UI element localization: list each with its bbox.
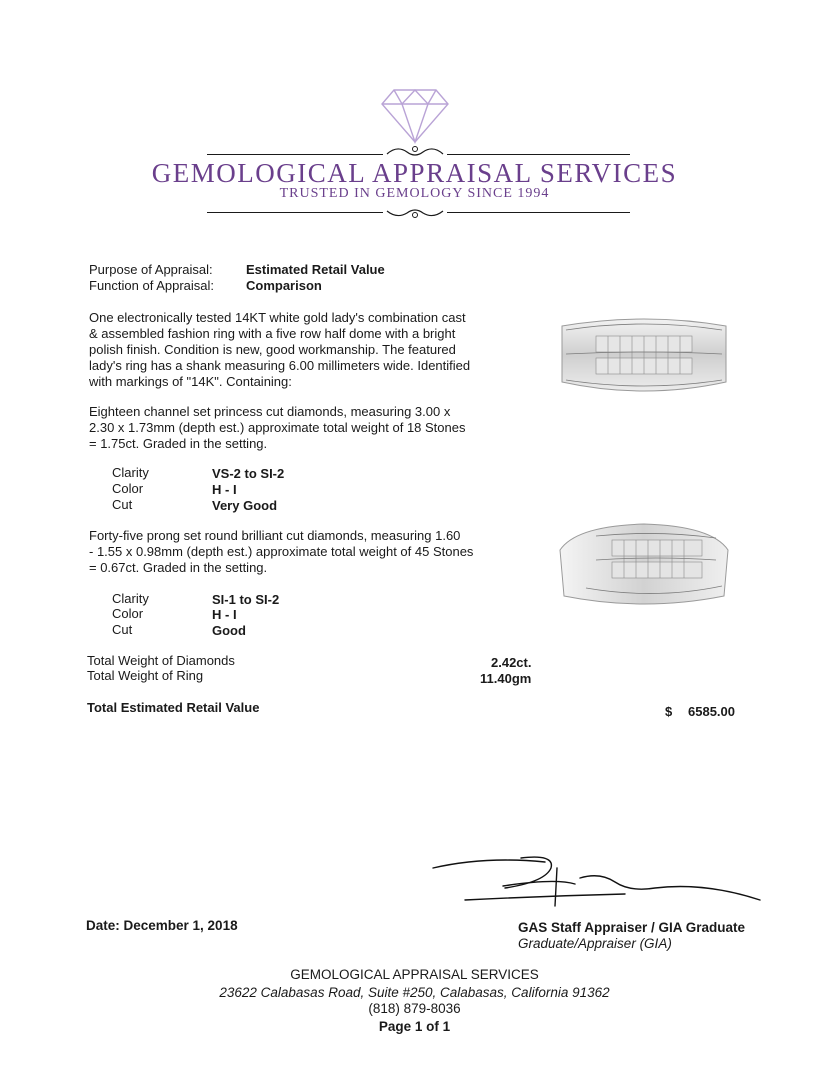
total-ring-weight-value: 11.40gm bbox=[480, 671, 532, 686]
purpose-label: Purpose of Appraisal: bbox=[89, 262, 213, 277]
stone-line: Forty-five prong set round brilliant cut diamonds, measuring 1.60 bbox=[89, 528, 461, 543]
letterhead bbox=[0, 80, 829, 230]
currency-symbol: $ bbox=[665, 704, 673, 719]
stone-group-2-description bbox=[89, 528, 473, 576]
ring-photo-bottom bbox=[556, 520, 732, 612]
grade-value: Good bbox=[212, 623, 246, 638]
grade-value: H - I bbox=[212, 482, 237, 497]
grade-label: Color bbox=[112, 606, 144, 621]
stone-line: Eighteen channel set princess cut diamonds, measuring 3.00 x bbox=[89, 404, 451, 419]
ring-photo-top-image bbox=[556, 312, 732, 400]
flourish-bottom-icon bbox=[385, 203, 445, 221]
item-description bbox=[89, 310, 470, 390]
total-ring-weight-label: Total Weight of Ring bbox=[87, 668, 204, 683]
diamond-logo-icon bbox=[380, 86, 450, 144]
stone-line: = 0.67ct. Graded in the setting. bbox=[89, 560, 268, 575]
appraiser-title: GAS Staff Appraiser / GIA Graduate bbox=[518, 920, 746, 935]
footer-company: GEMOLOGICAL APPRAISAL SERVICES bbox=[290, 967, 539, 982]
stone-line: - 1.55 x 0.98mm (depth est.) approximate total weight of 45 Stones bbox=[89, 544, 474, 559]
header-rule-left-bottom bbox=[207, 212, 383, 213]
grade-value: VS-2 to SI-2 bbox=[212, 466, 285, 481]
brand-tagline: TRUSTED IN GEMOLOGY SINCE 1994 bbox=[279, 186, 550, 201]
stone-group-1-description bbox=[89, 404, 466, 452]
appraisal-date: Date: December 1, 2018 bbox=[86, 918, 238, 933]
total-retail-value: 6585.00 bbox=[688, 704, 735, 719]
ring-photo-top bbox=[556, 312, 732, 400]
appraiser-subtitle: Graduate/Appraiser (GIA) bbox=[518, 936, 672, 951]
grade-label: Cut bbox=[112, 622, 133, 637]
stone-line: 2.30 x 1.73mm (depth est.) approximate total weight of 18 Stones bbox=[89, 420, 466, 435]
grade-value: Very Good bbox=[212, 498, 278, 513]
purpose-value: Estimated Retail Value bbox=[246, 262, 385, 277]
appraiser-signature bbox=[425, 848, 775, 918]
description-line: polish finish. Condition is new, good workmanship. The featured bbox=[89, 342, 456, 357]
header-rule-right-top bbox=[447, 154, 630, 155]
header-rule-left-top bbox=[207, 154, 383, 155]
function-value: Comparison bbox=[246, 278, 322, 293]
description-line: One electronically tested 14KT white gold lady's combination cast bbox=[89, 310, 466, 325]
brand-name: GEMOLOGICAL APPRAISAL SERVICES bbox=[151, 158, 678, 188]
grade-label: Color bbox=[112, 481, 144, 496]
total-diamond-weight-label: Total Weight of Diamonds bbox=[87, 653, 235, 668]
footer-phone: (818) 879-8036 bbox=[368, 1001, 461, 1016]
grade-label: Cut bbox=[112, 497, 133, 512]
grade-label: Clarity bbox=[112, 465, 149, 480]
grade-value: H - I bbox=[212, 607, 237, 622]
footer-address: 23622 Calabasas Road, Suite #250, Calabasas, California 91362 bbox=[219, 985, 610, 1000]
grade-value: SI-1 to SI-2 bbox=[212, 592, 280, 607]
header-rule-right-bottom bbox=[447, 212, 630, 213]
total-retail-label: Total Estimated Retail Value bbox=[87, 700, 260, 715]
stone-line: = 1.75ct. Graded in the setting. bbox=[89, 436, 268, 451]
description-line: & assembled fashion ring with a five row half dome with a bright bbox=[89, 326, 456, 341]
function-label: Function of Appraisal: bbox=[89, 278, 215, 293]
grade-label: Clarity bbox=[112, 591, 149, 606]
total-diamond-weight-value: 2.42ct. bbox=[491, 655, 532, 670]
description-line: lady's ring has a shank measuring 6.00 millimeters wide. Identified bbox=[89, 358, 471, 373]
page-number: Page 1 of 1 bbox=[378, 1019, 451, 1034]
ring-photo-bottom-image bbox=[556, 520, 732, 612]
description-line: with markings of "14K". Containing: bbox=[89, 374, 292, 389]
